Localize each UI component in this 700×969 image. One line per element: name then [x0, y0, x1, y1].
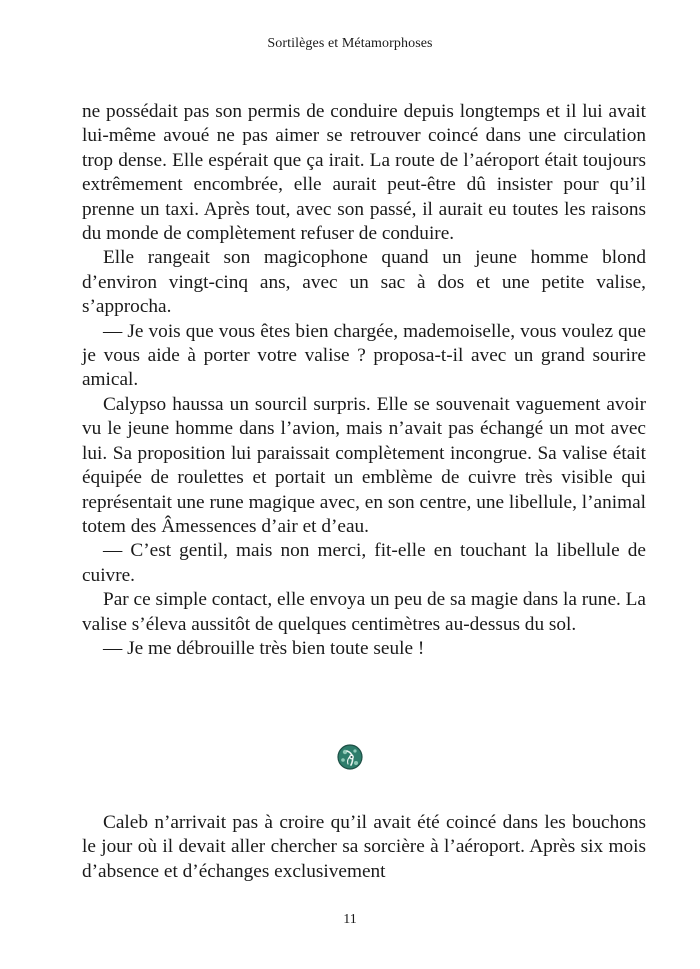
text-section-2: [82, 811, 646, 884]
paragraph: Elle rangeait son magicophone quand un jeune homme blond d’environ vingt-cinq ans, avec un sac à dos et une petite valise, s’approcha.: [82, 247, 646, 318]
page-number: 11: [343, 912, 357, 927]
paragraph: Par ce simple contact, elle envoya un peu de sa magie dans la rune. La valise s’éleva aussitôt de quelques centimètres au-dessus du sol.: [82, 589, 646, 635]
dialogue-paragraph: — Je me débrouille très bien toute seule !: [103, 637, 425, 659]
dialogue-paragraph: — C’est gentil, mais non merci, fit-elle en touchant la libellule de cuivre.: [82, 540, 646, 586]
running-title: Sortilèges et Métamorphoses: [267, 36, 433, 51]
section-break-ornament-icon: [336, 742, 364, 772]
paragraph: Calypso haussa un sourcil surpris. Elle se souvenait vaguement avoir vu le jeune homme dans l’avion, mais n’avait pas échangé un mot avec lui. Sa proposition lui paraissait complètement incongrue. Sa valise était équipée de roulettes et portait un emblème de cuivre très visible qui représentait une rune magique avec, en son centre, une libellule, l’animal totem des Âmessences d’air et d’eau.: [82, 393, 646, 537]
paragraph: Caleb n’arrivait pas à croire qu’il avait été coincé dans les bouchons le jour où il devait aller chercher sa sorcière à l’aéroport. Après six mois d’absence et d’échanges exclusivement: [82, 812, 646, 882]
text-section-1: [82, 100, 646, 661]
dialogue-paragraph: — Je vois que vous êtes bien chargée, mademoiselle, vous voulez que je vous aide à porter votre valise ? proposa-t-il avec un grand sourire amical.: [82, 320, 646, 391]
paragraph: ne possédait pas son permis de conduire depuis longtemps et il lui avait lui-même avoué ne pas aimer se retrouver coincé dans une circulation trop dense. Elle espérait que ça irait. La route de l’aéroport était toujours extrêmement encombrée, elle aurait peut-être dû insister pour qu’il prenne un taxi. Après tout, avec son passé, il aurait eu toutes les raisons du monde de complètement refuser de conduire.: [82, 101, 646, 245]
